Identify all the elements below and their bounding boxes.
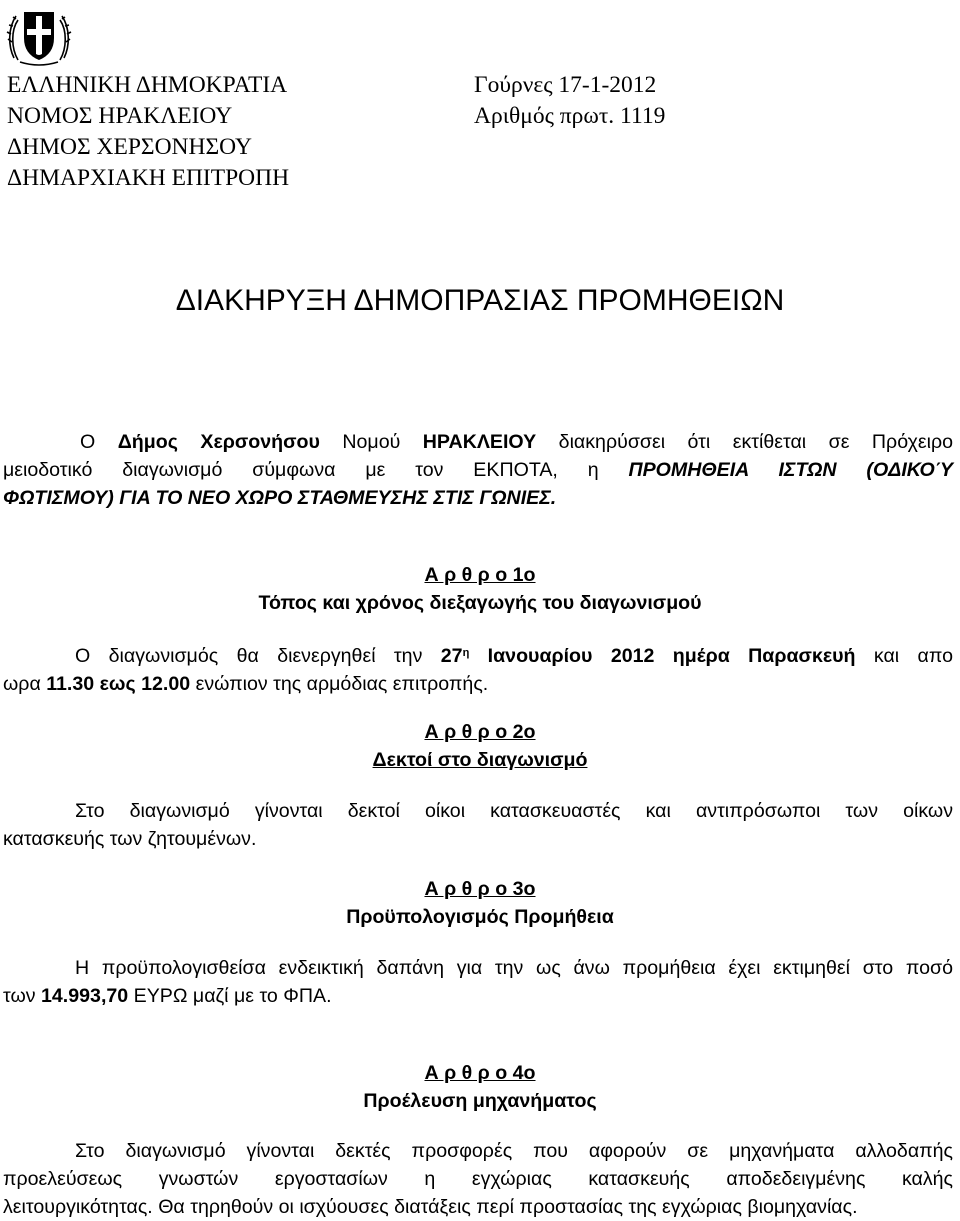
article-number: Α ρ θ ρ ο 2ο	[424, 721, 536, 743]
article-text: Ο διαγωνισμός θα διενεργηθεί την	[75, 645, 441, 667]
article-text: των	[3, 985, 42, 1007]
article-1-header	[0, 561, 960, 617]
article-text: ωρα	[3, 673, 47, 695]
header-municipality: ΔΗΜΟΣ ΧΕΡΣΟΝΗΣΟΥ	[7, 134, 252, 160]
intro-text: μειοδοτικό διαγωνισμό σύμφωνα με τον ΕΚΠΟΤΑ, η	[3, 459, 629, 481]
intro-paragraph	[3, 428, 953, 512]
article-3-header	[0, 875, 960, 931]
article-text: και απο	[855, 645, 953, 667]
article-number: Α ρ θ ρ ο 1ο	[424, 564, 536, 586]
article-2-body	[3, 797, 953, 853]
article-date: Ιανουαρίου 2012 ημέρα Παρασκευή	[469, 645, 856, 667]
article-2-header	[0, 718, 960, 774]
header-committee: ΔΗΜΑΡΧΙΑΚΗ ΕΠΙΤΡΟΠΗ	[7, 165, 290, 191]
header-protocol-number: Αριθμός πρωτ. 1119	[474, 103, 666, 129]
intro-prefecture: ΗΡΑΚΛΕΙΟΥ	[422, 431, 537, 453]
intro-text: Ο	[80, 431, 118, 453]
article-text: κατασκευής των ζητουμένων.	[3, 828, 257, 850]
article-4-body	[3, 1137, 953, 1221]
greek-coat-of-arms-emblem	[6, 2, 72, 68]
intro-text: Νομού	[319, 431, 423, 453]
article-heading: Τόπος και χρόνος διεξαγωγής του διαγωνισμού	[258, 592, 702, 614]
article-3-body	[3, 954, 953, 1010]
article-text: ΕΥΡΩ μαζί με το ΦΠΑ.	[128, 985, 332, 1007]
article-text: Η προϋπολογισθείσα ενδεικτική δαπάνη για την ως άνω προμήθεια έχει εκτιμηθεί στο ποσό	[75, 957, 953, 979]
article-text: Στο διαγωνισμό γίνονται δεκτές προσφορές που αφορούν σε μηχανήματα αλλοδαπής	[75, 1140, 953, 1162]
article-1-body	[3, 642, 953, 698]
intro-subject: ΠΡΟΜΗΘΕΙΑ ΙΣΤΩΝ (ΟΔΙΚΟΎ	[628, 459, 953, 481]
header-prefecture: ΝΟΜΟΣ ΗΡΑΚΛΕΙΟΥ	[7, 103, 233, 129]
article-date-suffix: η	[462, 647, 470, 659]
article-number: Α ρ θ ρ ο 4ο	[424, 1062, 536, 1084]
header-right	[474, 70, 665, 132]
article-time: 11.30 εως 12.00	[46, 673, 191, 695]
header-place-date: Γούρνες 17-1-2012	[474, 72, 657, 98]
header-left	[7, 70, 289, 194]
article-text: ενώπιον της αρμόδιας επιτροπής.	[190, 673, 489, 695]
intro-text: διακηρύσσει ότι εκτίθεται σε Πρόχειρο	[536, 431, 953, 453]
article-amount: 14.993,70	[41, 985, 129, 1007]
header-country: ΕΛΛΗΝΙΚΗ ΔΗΜΟΚΡΑΤΙΑ	[7, 72, 288, 98]
intro-municipality: Δήμος Χερσονήσου	[117, 431, 320, 453]
intro-subject-continued: ΦΩΤΙΣΜΟΥ) ΓΙΑ ΤΟ ΝΕΟ ΧΩΡΟ ΣΤΑΘΜΕΥΣΗΣ ΣΤΙΣ ΓΩΝΙΕΣ.	[3, 487, 557, 509]
article-heading: Δεκτοί στο διαγωνισμό	[372, 749, 588, 771]
article-text: Στο διαγωνισμό γίνονται δεκτοί οίκοι κατασκευαστές και αντιπρόσωποι των οίκων	[75, 800, 953, 822]
article-date-day: 27	[440, 645, 463, 667]
article-heading: Προϋπολογισμός Προμήθεια	[346, 906, 614, 928]
article-number: Α ρ θ ρ ο 3ο	[424, 878, 536, 900]
article-4-header	[0, 1059, 960, 1115]
document-title: ΔΙΑΚΗΡΥΞΗ ΔΗΜΟΠΡΑΣΙΑΣ ΠΡΟΜΗΘΕΙΩΝ	[175, 284, 785, 317]
article-text: προελεύσεως γνωστών εργοστασίων η εγχώριας κατασκευής αποδεδειγμένης καλής	[3, 1168, 953, 1190]
article-text: λειτουργικότητας. Θα τηρηθούν οι ισχύουσες διατάξεις περί προστασίας της εγχώριας βιομηχανίας.	[3, 1196, 858, 1218]
article-heading: Προέλευση μηχανήματος	[363, 1090, 597, 1112]
